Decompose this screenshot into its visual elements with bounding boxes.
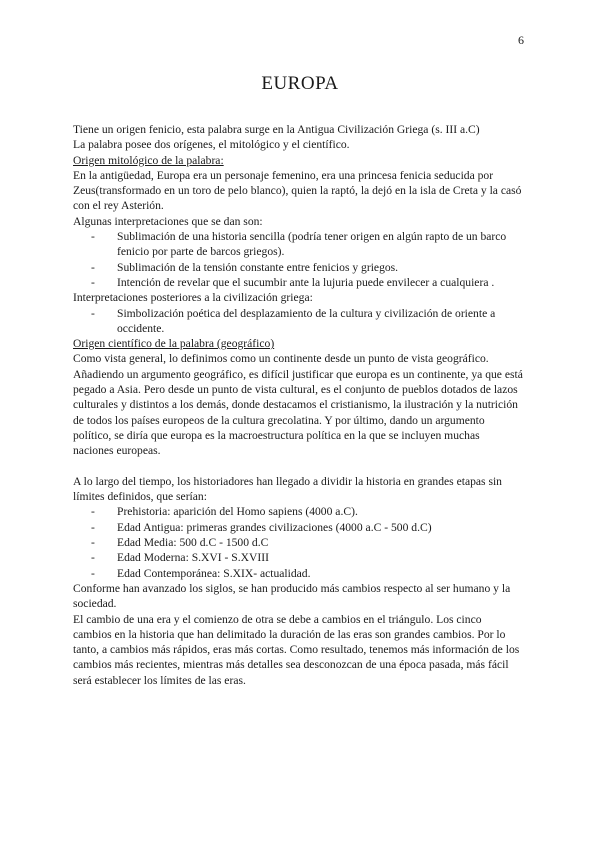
intro-line-2: La palabra posee dos orígenes, el mitológico y el científico. [73, 138, 350, 152]
list-item: - Edad Antigua: primeras grandes civilizaciones (4000 a.C - 500 d.C) [91, 520, 432, 534]
list-item: - Intención de revelar que el sucumbir ante la lujuria puede envilecer a cualquiera . [91, 275, 495, 289]
list-item-text: Simbolización poética del desplazamiento de la cultura y civilización de oriente a occidente. [117, 306, 496, 335]
page-number: 6 [518, 33, 524, 47]
interpretations-heading: Algunas interpretaciones que se dan son: [73, 214, 263, 228]
list-item: - Simbolización poética del desplazamiento de la cultura y civilización de oriente a occidente. [91, 306, 496, 335]
scientific-heading: Origen científico de la palabra (geográfico) [73, 337, 275, 351]
list-item: - Sublimación de la tensión constante entre fenicios y griegos. [91, 260, 399, 274]
list-item-text: Edad Contemporánea: S.XIX- actualidad. [117, 566, 311, 580]
later-interpretations-heading: Interpretaciones posteriores a la civilización griega: [73, 291, 313, 305]
mythological-paragraph: En la antigüedad, Europa era un personaje femenino, era una princesa fenicia seducida por Zeus(transformado en un toro de pelo blanco), quien la raptó, la dejó en la isla de Creta y la casó con el rey Asterión. [73, 168, 522, 213]
page-title: EUROPA [261, 73, 339, 94]
closing-paragraph: El cambio de una era y el comienzo de otra se debe a cambios en el triángulo. Los cinco cambios en la historia que han delimitado la duración de las eras son grandes cambios. Por lo tanto, a cambios más rápidos, eras más cortas. Como resultado, tenemos más información de los cambios más recientes, mientras más detalles sea desconozcan de una época pasada, más fácil será establecer los límites de las eras. [73, 612, 520, 687]
eras-list [73, 504, 523, 580]
document-body [73, 122, 523, 688]
list-item-text: Sublimación de una historia sencilla (podría tener origen en algún rapto de un barco fenicio por parte de barcos griegos). [117, 230, 507, 259]
list-item-text: Prehistoria: aparición del Homo sapiens (4000 a.C). [117, 505, 358, 519]
list-item-text: Edad Media: 500 d.C - 1500 d.C [117, 536, 269, 550]
history-paragraph: A lo largo del tiempo, los historiadores han llegado a dividir la historia en grandes etapas sin límites definidos, que serían: [73, 474, 502, 504]
list-item-text: Edad Moderna: S.XVI - S.XVIII [117, 551, 269, 565]
list-item-text: Edad Antigua: primeras grandes civilizaciones (4000 a.C - 500 d.C) [117, 520, 432, 534]
list-item: - Edad Contemporánea: S.XIX- actualidad. [91, 566, 311, 580]
list-item: - Sublimación de una historia sencilla (podría tener origen en algún rapto de un barco fenicio por parte de barcos griegos). [91, 230, 507, 259]
scientific-paragraph: Como vista general, lo definimos como un continente desde un punto de vista geográfico. Añadiendo un argumento geográfico, es difícil justificar que europa es un continente, ya que está pegado a Asia. Pero desde un punto de vista cultural, es el conjunto de pueblos dotados de lazos culturales y distintos a los demás, donde destacamos el cristianismo, la ilustración y la nutrición de todos los países europeos de la cultura grecolatina. Y por último, dando un argumento político, se diría que europa es la macroestructura política en la que se incluyen muchas naciones europeas. [73, 352, 523, 458]
list-item: - Edad Media: 500 d.C - 1500 d.C [91, 536, 269, 550]
after-eras-paragraph: Conforme han avanzado los siglos, se han producido más cambios respecto al ser humano y la sociedad. [73, 581, 511, 611]
list-item: - Prehistoria: aparición del Homo sapiens (4000 a.C). [91, 505, 358, 519]
list-item-text: Sublimación de la tensión constante entre fenicios y griegos. [117, 260, 399, 274]
intro-line-1: Tiene un origen fenicio, esta palabra surge en la Antigua Civilización Griega (s. III a.C) [73, 123, 480, 136]
list-item: - Edad Moderna: S.XVI - S.XVIII [91, 551, 269, 565]
interpretations-list [73, 229, 523, 290]
list-item-text: Intención de revelar que el sucumbir ante la lujuria puede envilecer a cualquiera . [117, 275, 495, 289]
mythological-heading: Origen mitológico de la palabra: [73, 153, 224, 167]
later-interpretations-list [73, 306, 523, 337]
paragraph-spacer [73, 459, 523, 474]
